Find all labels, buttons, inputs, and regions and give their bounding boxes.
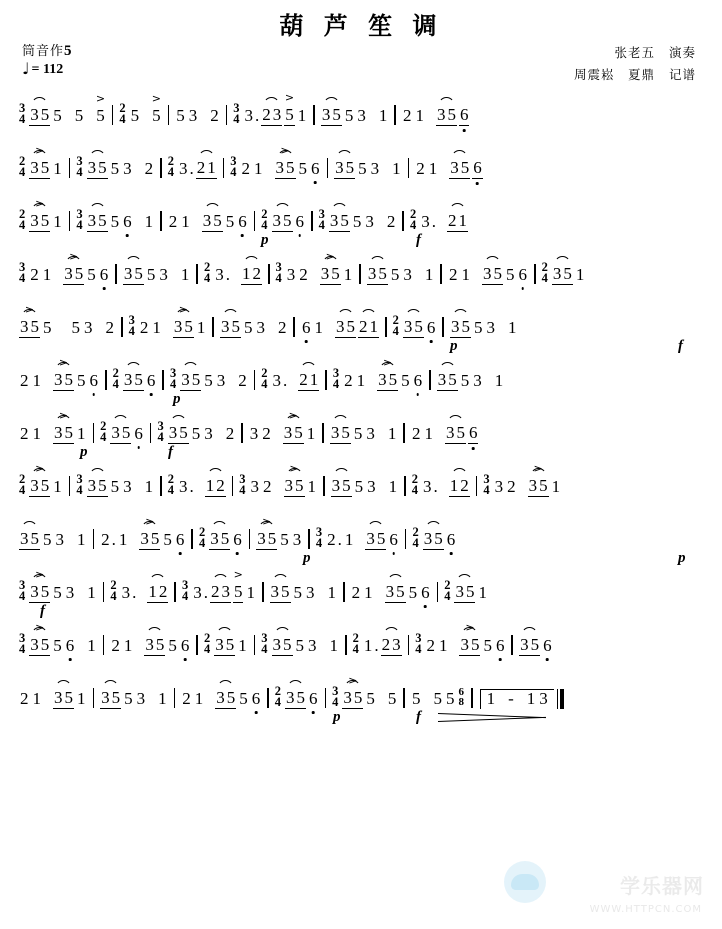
dynamic-p: p	[80, 444, 88, 460]
dynamic-f: f	[416, 232, 421, 248]
performer-role: 演奏	[668, 45, 696, 60]
transcriber-name: 周震崧 夏鼎	[573, 67, 655, 82]
credits	[574, 42, 696, 86]
time-signature: 3 4	[19, 101, 26, 126]
diminuendo-hairpin	[438, 713, 546, 722]
dynamic-f: f	[416, 709, 421, 725]
performer-name: 张老五	[614, 45, 655, 60]
music-line: 3 4 2 1 > 3 5 5 6 3 5 5 3 1 2 4 3 . 1 2 3 4 3 2 > 3 5 1 3 5 5 3 1 2 1 3 5 5 6 2 4 3 5 1	[19, 250, 585, 285]
dynamic-p: p	[173, 391, 181, 407]
page-title: 葫 芦 笙 调	[279, 12, 443, 40]
key-info	[22, 40, 73, 60]
final-barline	[557, 689, 565, 709]
dynamic-p: p	[303, 550, 311, 566]
watermark-url: WWW.HTTPCN.COM	[589, 904, 702, 915]
dynamic-p: p	[450, 338, 458, 354]
ending-bracket: 1 - 1 3	[480, 689, 554, 709]
tempo-marking	[22, 59, 64, 78]
watermark	[504, 859, 704, 921]
music-line: 2 4 > 3 5 1 3 4 3 5 5 3 1 2 4 3 . 1 2 3 4 3 2 > 3 5 1 3 5 5 3 1 2 4 3 . 1 2 3 4 3 2 > 3 5 1	[19, 462, 561, 497]
time-signature-six-eight: 6 8	[458, 686, 464, 708]
music-line: 3 4 > 3 5 5 3 1 2 4 3 . 1 2 3 4 3 . 2 3 > 5 1 3 5 5 3 1 2 1 3 5 5 6 2 4 3 5 1 f	[19, 568, 487, 619]
key-info-label: 筒音作	[22, 44, 65, 59]
music-line: 3 5 5 3 1 2 . 1 > 3 5 5 6 2 4 3 5 6 > 3 5 5 3 3 4 2 . 1 3 5 6 2 4 3 5 6 p p	[20, 515, 686, 566]
credit-row	[574, 64, 696, 86]
watermark-text: 学乐器网	[620, 874, 704, 898]
dynamic-p: p	[678, 550, 686, 566]
music-line: 2 1 3 5 1 3 5 5 3 1 2 1 3 5 5 6 2 4 3 5 6 3 4 > 3 5 5 5 5 5 5 6 8 1 - 1 3 p f	[18, 673, 708, 726]
transcriber-role: 记谱	[668, 67, 696, 82]
music-line: 3 4 > 3 5 5 6 1 2 1 3 5 5 6 2 4 3 5 1 3 4 3 5 5 3 1 2 4 1 . 2 3 3 4 2 1 > 3 5 5 6 3 5 6	[19, 621, 552, 656]
key-info-numeral: 5	[64, 43, 73, 59]
dynamic-p: p	[261, 232, 269, 248]
music-line: 2 4 > 3 5 1 3 4 3 5 5 6 1 2 1 3 5 5 6 2 4 3 5 6 3 4 3 5 5 3 2 2 4 3 . 2 1 p f	[19, 197, 467, 248]
barline	[112, 105, 114, 125]
watermark-logo-icon	[504, 861, 546, 903]
note-group: 3 5	[29, 105, 50, 126]
music-line: 2 1 > 3 5 5 6 2 4 3 5 6 3 4 3 5 5 3 2 2 4 3 . 2 1 3 4 2 1 > 3 5 5 6 3 5 5 3 1 p	[20, 356, 504, 407]
dynamic-f: f	[40, 603, 45, 619]
music-staff	[18, 90, 708, 726]
dynamic-f: f	[678, 338, 683, 354]
quarter-note-icon: ♩	[22, 59, 30, 78]
dynamic-f: f	[168, 444, 173, 460]
dynamic-p: p	[333, 709, 341, 725]
credit-row	[574, 42, 696, 64]
tempo-value: = 112	[31, 62, 64, 77]
music-line: 3 4 3 5 5 5 > 5 2 4 5 > 5 5 3 2 3 4 3 . 2 3 > 5 1 3 5 5 3 1 2 1 3 5 6	[19, 91, 469, 126]
music-line: > 3 5 5 5 3 2 3 4 2 1 > 3 5 1 3 5 5 3 2 6 1 3 5 2 1 2 4 3 5 6 3 5 5 3 1 p f	[20, 303, 683, 354]
music-line: 2 4 > 3 5 1 3 4 3 5 5 3 2 2 4 3 . 2 1 3 4 2 1 > 3 5 5 6 3 5 5 3 1 2 1 3 5 6	[19, 144, 482, 179]
music-line: 2 1 > 3 5 1 2 4 3 5 6 3 4 3 5 5 3 2 3 2 > 3 5 1 3 5 5 3 1 2 1 3 5 6 p f	[20, 409, 478, 460]
